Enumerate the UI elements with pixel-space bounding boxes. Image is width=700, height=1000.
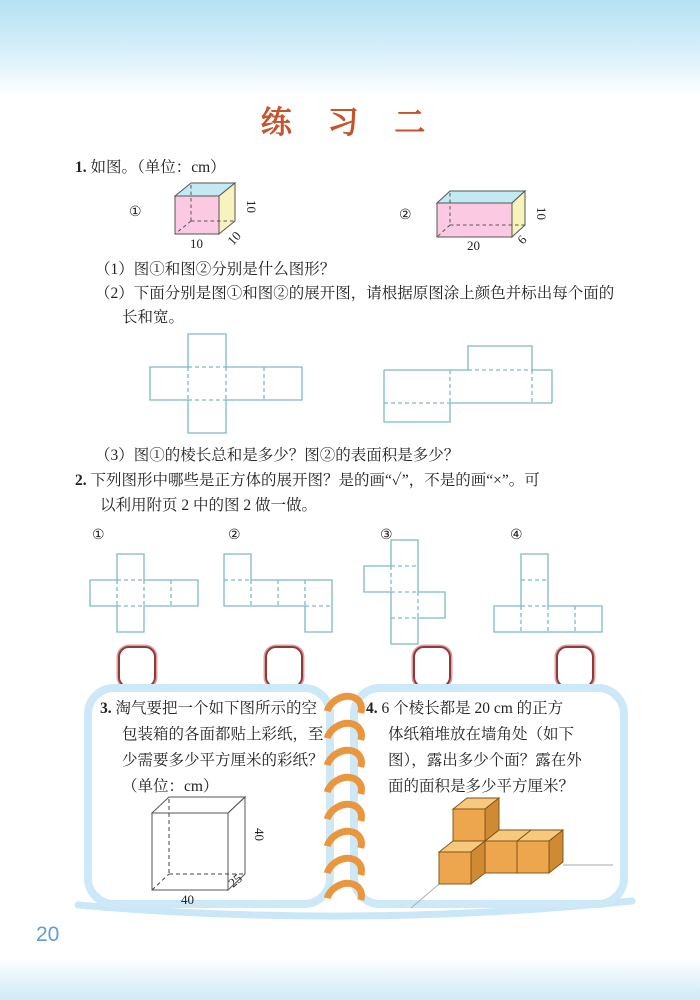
problem4-line3: 图），露出多少个面？露在外: [388, 752, 582, 769]
answer-box-net3[interactable]: [413, 646, 451, 688]
top-gradient-band: [0, 0, 700, 96]
problem4-line2: 体纸箱堆放在墙角处（如下: [388, 726, 575, 743]
problem2-stem-line1: [75, 471, 540, 491]
problem3-dim-depth: 25: [225, 870, 245, 891]
problem1-q2-line2: 长和宽。: [122, 309, 185, 326]
net4-label: ④: [510, 528, 523, 543]
net2-label: ②: [228, 528, 241, 543]
problem3-line1: [100, 699, 317, 719]
problem3-line2: 包装箱的各面都贴上彩纸，至: [122, 726, 324, 743]
answer-box-net2[interactable]: [265, 646, 303, 688]
answer-box-net4[interactable]: [556, 646, 594, 688]
figure1-dim-height: 10: [244, 200, 259, 213]
problem3-line1-text: 淘气要把一个如下图所示的空: [115, 700, 318, 717]
net3-label: ③: [380, 528, 393, 543]
problem2-stem-line2: 以利用附页 2 中的图 2 做一做。: [100, 497, 318, 514]
problem1-number: 1.: [75, 159, 87, 176]
problem3-line3: 少需要多少平方厘米的彩纸？: [122, 752, 324, 769]
problem4-number: 4.: [366, 700, 378, 717]
problem3-dim-height: 40: [252, 828, 267, 841]
problem4-line1-text: 6 个棱长都是 20 cm 的正方: [381, 700, 564, 717]
answer-box-net1[interactable]: [118, 646, 156, 688]
net1-label: ①: [92, 528, 105, 543]
net4-diagram: [492, 552, 604, 634]
problem4-line4: 面的面积是多少平方厘米？: [388, 778, 575, 795]
problem3-line4: （单位：cm）: [122, 778, 219, 795]
figure2-dim-depth: 6: [514, 232, 530, 248]
net3-diagram: [362, 538, 448, 646]
problem2-number: 2.: [75, 472, 87, 489]
page-number: 20: [36, 923, 60, 946]
figure1-dim-bottom: 10: [190, 236, 203, 251]
net1-diagram: [88, 552, 200, 634]
page-title: 练 习 二: [260, 105, 440, 140]
problem1-q3: （3）图①的棱长总和是多少？图②的表面积是多少？: [95, 447, 460, 464]
cube-net-diagram: [148, 332, 306, 435]
problem4-line1: [366, 699, 563, 719]
figure2-dim-height: 10: [534, 207, 549, 220]
cuboid-net-diagram: [368, 334, 563, 429]
figure1-cube-diagram: [163, 176, 273, 252]
problem4-stacked-cubes-diagram: [395, 795, 620, 915]
problem1-stem-text: 如图。（单位：cm）: [90, 159, 226, 176]
problem1-q2-line1: （2）下面分别是图①和图②的展开图，请根据原图涂上颜色并标出每个面的: [95, 285, 615, 302]
figure2-cuboid-diagram: [428, 183, 550, 253]
problem1-q1: （1）图①和图②分别是什么图形？: [95, 261, 336, 278]
problem3-number: 3.: [100, 700, 112, 717]
net2-diagram: [222, 552, 334, 634]
problem3-dim-bottom: 40: [181, 892, 194, 907]
figure1-dim-depth: 10: [224, 228, 244, 249]
figure2-dim-bottom: 20: [467, 238, 480, 253]
problem3-box-diagram: [105, 790, 265, 915]
problem2-stem-text: 下列图形中哪些是正方体的展开图？是的画“✓”，不是的画“×”。可: [90, 472, 540, 489]
bottom-gradient-band: [0, 958, 700, 1000]
problem1-stem: [75, 158, 226, 178]
figure1-label: ①: [129, 205, 142, 220]
figure2-label: ②: [399, 208, 412, 223]
